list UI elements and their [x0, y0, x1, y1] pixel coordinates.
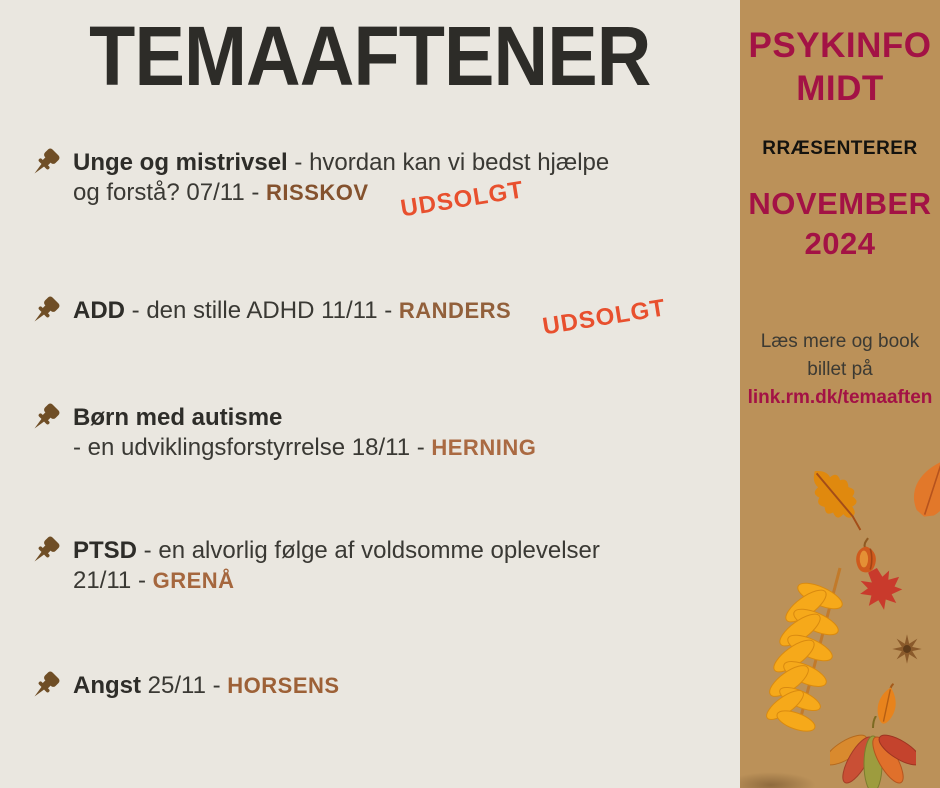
- star-anise: [890, 632, 924, 666]
- event-text: [73, 536, 600, 596]
- event-title: ADD: [73, 297, 125, 324]
- event-location: HORSENS: [227, 673, 340, 698]
- event-text: [73, 148, 610, 223]
- event-text: [73, 294, 668, 341]
- pushpin-icon: [28, 294, 62, 328]
- brand-line1: PSYKINFO: [748, 26, 932, 65]
- edge-leaf: [900, 452, 940, 526]
- month-title: [740, 184, 940, 264]
- event-item: [28, 671, 728, 703]
- event-title: PTSD: [73, 537, 138, 564]
- cta-text: [740, 328, 940, 412]
- booking-link[interactable]: link.rm.dk/temaaften: [747, 387, 933, 408]
- event-line: [73, 536, 600, 566]
- event-title: Børn med autisme: [73, 404, 283, 431]
- event-description: og forstå? 07/11 -: [73, 179, 267, 206]
- event-item: [28, 403, 728, 463]
- pushpin-icon: [28, 401, 62, 435]
- brand-title: [740, 24, 940, 110]
- event-line: [73, 148, 609, 178]
- event-item: [28, 148, 728, 223]
- event-text: [73, 671, 340, 701]
- soldout-badge: UDSOLGT: [540, 294, 668, 341]
- soldout-badge: UDSOLGT: [398, 176, 526, 223]
- pushpin-icon: [28, 146, 62, 180]
- month-year: 2024: [804, 226, 876, 261]
- event-item: [28, 536, 728, 596]
- event-line: [73, 176, 609, 223]
- event-location: HERNING: [431, 435, 537, 460]
- rowan-leaf: [758, 566, 863, 734]
- event-location: GRENÅ: [152, 568, 235, 593]
- event-title: Angst: [73, 672, 141, 699]
- page-title: TEMAAFTENER: [89, 9, 651, 103]
- sidebar-panel: [740, 0, 940, 788]
- event-description: 25/11 -: [141, 672, 228, 699]
- creeper-leaf: [830, 716, 916, 788]
- event-description: 21/11 -: [73, 567, 153, 594]
- event-description: - hvordan kan vi bedst hjælpe: [287, 149, 610, 176]
- event-description: - den stille ADHD 11/11 -: [125, 297, 399, 324]
- event-title: Unge og mistrivsel: [73, 149, 288, 176]
- presents-label: RRÆSENTERER: [762, 138, 918, 159]
- month-name: NOVEMBER: [748, 186, 932, 221]
- cta-line1: Læs mere og book: [760, 331, 920, 352]
- event-line: [73, 294, 668, 341]
- event-location: RANDERS: [398, 298, 512, 323]
- title-wrap: [0, 8, 740, 105]
- event-line: [73, 566, 600, 596]
- cta-line2: billet på: [807, 359, 873, 380]
- leaf-shadow: [740, 772, 816, 788]
- event-item: [28, 294, 728, 341]
- pushpin-icon: [28, 669, 62, 703]
- event-line: [73, 671, 340, 701]
- event-line: [73, 433, 536, 463]
- event-description: - en udviklingsforstyrrelse 18/11 -: [73, 434, 432, 461]
- pushpin-icon: [28, 534, 62, 568]
- brand-line2: MIDT: [796, 69, 884, 108]
- event-line: [73, 403, 536, 433]
- event-text: [73, 403, 536, 463]
- event-description: - en alvorlig følge af voldsomme oplevelser: [137, 537, 600, 564]
- event-location: RISSKOV: [266, 180, 369, 205]
